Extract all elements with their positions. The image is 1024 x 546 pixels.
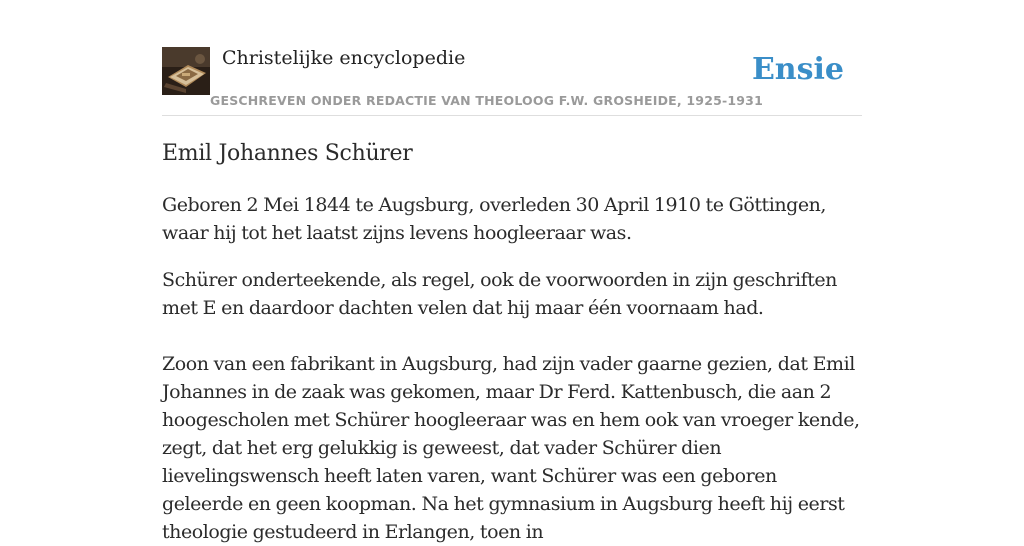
site-header xyxy=(162,46,862,116)
ensie-logo[interactable]: Ensie xyxy=(751,52,844,87)
site-subtitle: GESCHREVEN ONDER REDACTIE VAN THEOLOOG F.W. GROSHEIDE, 1925-1931 xyxy=(210,93,763,108)
article-paragraph: Geboren 2 Mei 1844 te Augsburg, overleden 30 April 1910 te Göttingen, waar hij tot het laatst zijns levens hoogleeraar was. xyxy=(162,194,827,244)
article-title: Emil Johannes Schürer xyxy=(162,141,413,166)
site-title[interactable]: Christelijke encyclopedie xyxy=(222,47,466,69)
article xyxy=(162,138,862,546)
book-photo-icon xyxy=(162,47,210,95)
encyclopedia-thumbnail[interactable] xyxy=(162,47,210,95)
article-paragraph: Zoon van een fabrikant in Augsburg, had zijn vader gaarne gezien, dat Emil Johannes in de zaak was gekomen, maar Dr Ferd. Kattenbusch, die aan 2 hoogescholen met Schürer hoogleeraar was en hem ook van vroeger kende, zegt, dat het erg gelukkig is geweest, dat vader Schürer dien lievelingswensch heeft laten varen, want Schürer was een geboren geleerde en geen koopman. Na het gymnasium in Augsburg heeft hij eerst theologie gestudeerd in Erlangen, toen in xyxy=(162,353,860,543)
article-paragraph: Schürer onderteekende, als regel, ook de voorwoorden in zijn geschriften met E en daardoor dachten velen dat hij maar één voornaam had. xyxy=(162,269,837,319)
